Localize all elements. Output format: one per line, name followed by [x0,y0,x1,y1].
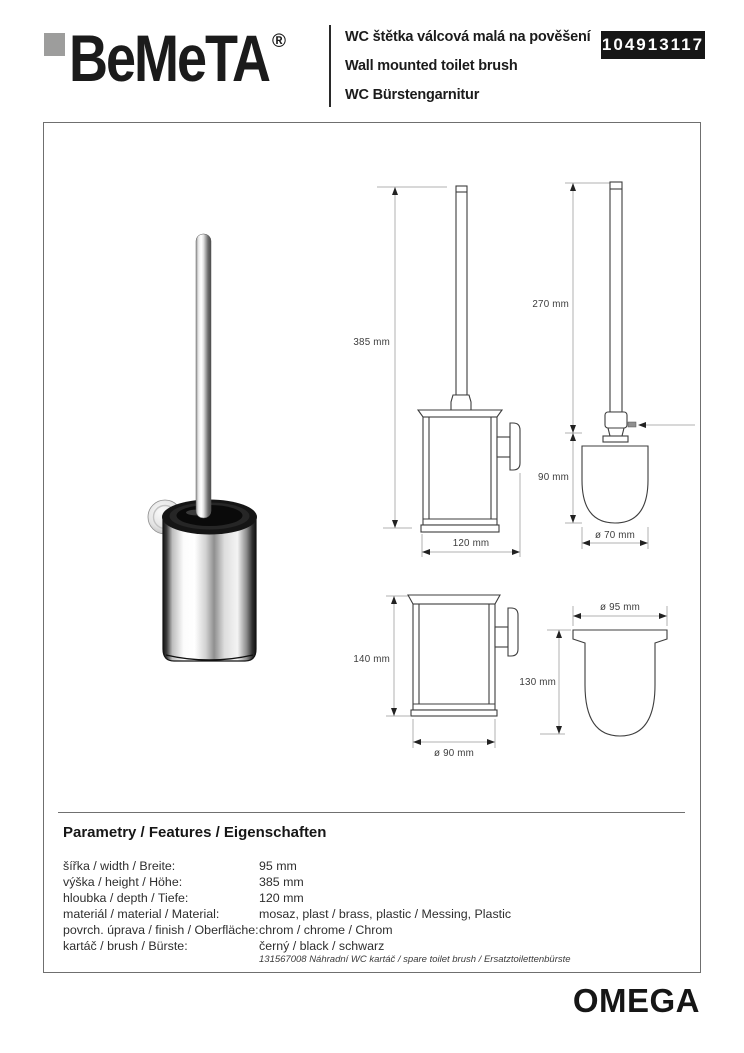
param-label: materiál / material / Material: [63,907,220,921]
drawing-holder [350,590,535,775]
series-name: OMEGA [572,982,700,1019]
parameters-title: Parametry / Features / Eigenschaften [63,824,327,841]
dim-label-140: 140 mm [353,654,390,665]
drawing-assembly-side-view [350,175,535,570]
param-value: chrom / chrome / Chrom [259,923,393,937]
glass-outline [573,630,667,736]
param-label: hloubka / depth / Tiefe: [63,891,189,905]
param-label: výška / height / Höhe: [63,875,183,889]
param-row-height [63,874,683,890]
product-title-en: Wall mounted toilet brush [345,58,518,74]
param-row-material [63,906,683,922]
spare-part-note: 131567008 Náhradní WC kartáč / spare toilet brush / Ersatztoilettenbürste [259,954,571,965]
assembly-outline [418,186,520,532]
param-value: mosaz, plast / brass, plastic / Messing, Plastic [259,907,512,921]
param-value: černý / black / schwarz [259,939,385,953]
product-title-de: WC Bürstengarnitur [345,87,480,103]
header-divider [329,25,331,107]
param-label: povrch. úprava / finish / Oberfläche: [63,923,259,937]
product-photo [61,229,341,679]
drawing-brush [525,175,700,570]
dimension-140 [353,596,410,716]
brush-outline [582,182,648,523]
product-code-badge: 104913117 [601,31,705,59]
param-row-width [63,858,683,874]
param-label: šířka / width / Breite: [63,859,176,873]
dim-label-90d: ø 90 mm [433,748,475,759]
param-row-depth [63,890,683,906]
separator-line [58,812,685,813]
dimension-95d [573,602,667,626]
dim-label-130: 130 mm [519,677,556,688]
brush-handle [196,234,211,518]
dimension-270 [532,183,610,433]
registered-trademark-icon: ® [272,31,287,52]
dimension-90d [413,719,495,759]
brand-name: BeMeTA [69,22,270,96]
dimension-90 [538,433,582,523]
detail-callout-arrow [628,422,695,428]
dim-label-270: 270 mm [532,299,569,310]
product-title-cs: WC štětka válcová malá na pověšení [345,29,591,45]
dim-label-95d: ø 95 mm [599,602,641,613]
dim-label-120: 120 mm [452,538,490,549]
drawing-glass-insert [515,590,680,775]
param-label: kartáč / brush / Bürste: [63,939,188,953]
holder-cup [162,500,257,662]
dim-label-385: 385 mm [353,337,390,348]
param-row-finish [63,922,683,938]
param-value: 120 mm [259,891,304,905]
holder-outline [408,595,518,716]
param-row-brush [63,938,683,954]
dimension-130 [519,630,571,734]
param-value: 95 mm [259,859,297,873]
product-titles [345,23,595,110]
dimension-70 [582,527,648,549]
content-box [43,122,701,973]
dim-label-90: 90 mm [538,472,569,483]
logo-square-icon [44,33,65,56]
parameters-section [63,824,683,966]
param-value: 385 mm [259,875,304,889]
brand-logo [44,22,287,96]
dim-label-70: ø 70 mm [594,530,636,541]
